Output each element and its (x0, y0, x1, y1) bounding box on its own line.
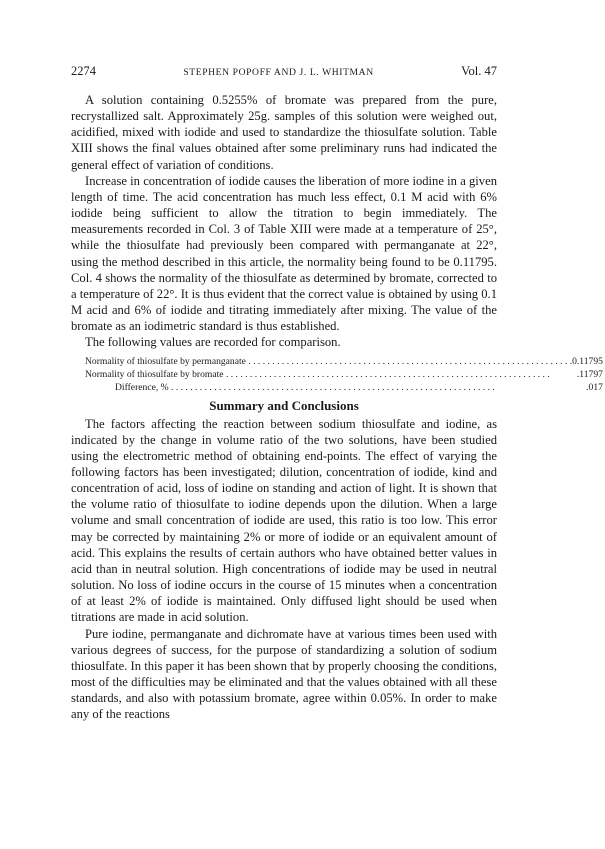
paragraph-summary: The factors affecting the reaction between sodium thiosulfate and iodine, as indicated by the change in volume ratio of the two solutions, have been studied using the electrometric method of obtaining end-points. The effect of varying the following factors has been investigated; dilution, concentration of iodide, kind and concentration of acid, loss of iodine on standing and action of light. It is shown that the volume ratio of thiosulfate to iodine depends upon the dilution. When a large volume and small concentration of iodide are used, this ratio is too low. This error may be corrected by maintaining 2% or more of iodide or an equivalent amount of acid. This explains the results of certain authors who have obtained better values in acid than in neutral solution. High concentrations of iodide may be used in neutral solution. No loss of iodine occurs in the course of 15 minutes when a concentration of at least 2% of iodide is maintained. Only diffused light should be used when titrations are made in acid solution. (71, 416, 497, 625)
table-row (71, 368, 605, 381)
comparison-table (71, 355, 605, 394)
row-label: Difference, % . . . (71, 381, 572, 394)
running-header (71, 64, 497, 84)
paragraph-iodide-concentration: Increase in concentration of iodide causes the liberation of more iodine in a given length of time. The acid concentration has much less effect, 0.1 M acid with 6% iodide being sufficient to allow the titration to begin immediately. The measurements recorded in Col. 3 of Table XIII were made at a temperature of 25°, while the thiosulfate had previously been compared with permanganate at 22°, using the method described in this article, the normality being found to be 0.11795. Col. 4 shows the normality of the thiosulfate as determined by bromate, corrected to a temperature of 22°. It is thus evident that the correct value is obtained by using 0.1 M acid and 6% of iodide and titrating immediately after mixing. The value of the bromate as an iodimetric standard is thus established. (71, 173, 497, 334)
row-value: .017 (586, 381, 603, 393)
table-row (71, 381, 605, 394)
row-label: Normality of thiosulfate by permanganate . . . (71, 355, 572, 368)
row-value: 0.11795 (572, 355, 603, 367)
section-heading: Summary and Conclusions (209, 397, 359, 413)
paragraph-standards: Pure iodine, permanganate and dichromate have at various times been used with various degrees of success, for the purpose of standardizing a solution of sodium thiosulfate. In this paper it has been shown that by properly choosing the conditions, most of the difficulties may be eliminated and that the values obtained with all these standards, and also with potassium bromate, agree within 0.05%. In order to make any of the reactions (71, 626, 497, 722)
paragraph-bromate-solution: A solution containing 0.5255% of bromate was prepared from the pure, recrystallized salt. Approximately 25g. samples of this solution were weighed out, acidified, mixed with iodide and used to standardize the thiosulfate solution. Table XIII shows the final values obtained after some preliminary runs had indicated the general effect of variation of conditions. (71, 93, 497, 172)
page-number: 2274 (71, 64, 96, 78)
running-title: STEPHEN POPOFF AND J. L. WHITMAN (183, 67, 374, 78)
row-value: .11797 (576, 368, 603, 380)
volume-label: Vol. 47 (461, 64, 497, 78)
paragraph-comparison-intro: The following values are recorded for comparison. (85, 335, 341, 350)
row-label: Normality of thiosulfate by bromate . . . (71, 368, 572, 381)
table-row (71, 355, 605, 368)
journal-page (71, 64, 603, 722)
